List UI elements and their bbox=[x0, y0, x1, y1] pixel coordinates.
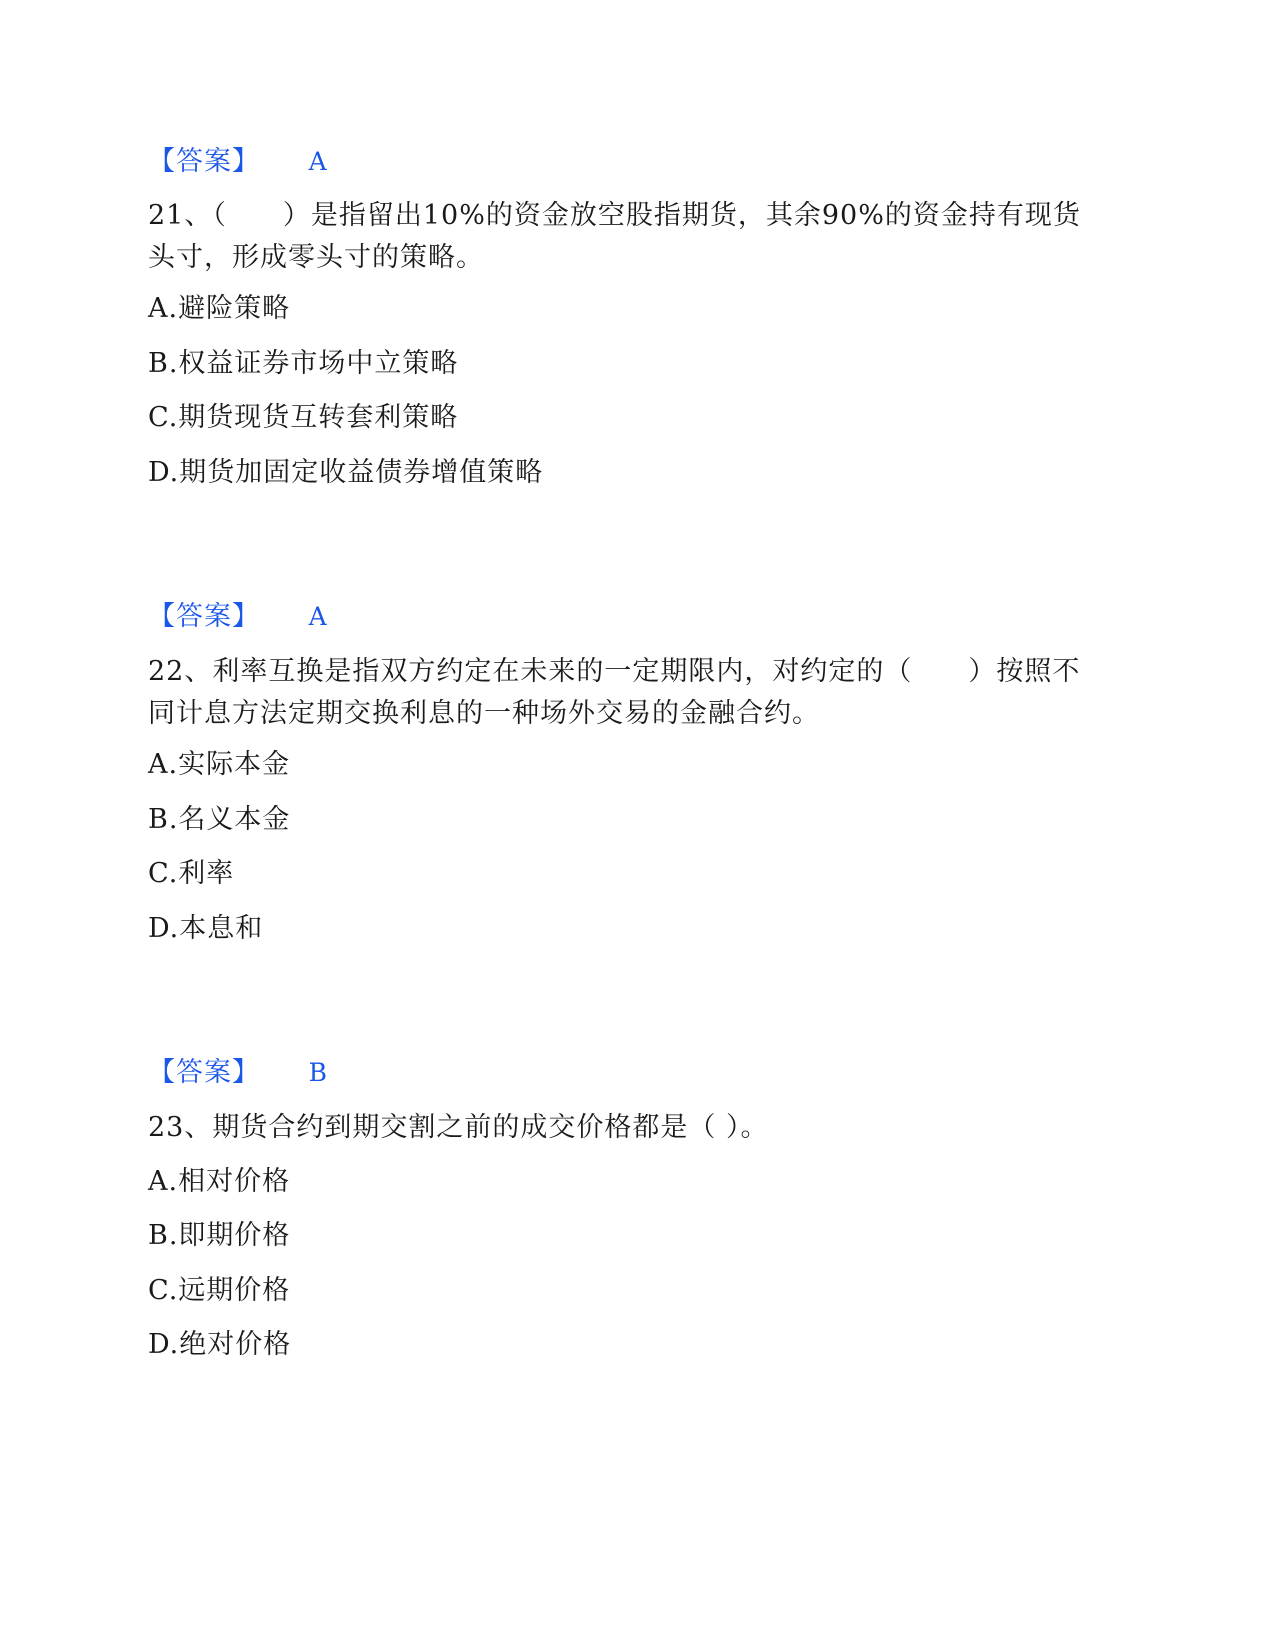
answer-label: 【答案】 bbox=[148, 1057, 260, 1088]
question-23-option-c: C.远期价格 bbox=[148, 1275, 291, 1306]
answer-line bbox=[148, 1053, 327, 1093]
question-21-option-c: C.期货现货互转套利策略 bbox=[148, 402, 459, 433]
question-23-text: 23、期货合约到期交割之前的成交价格都是（ ）。 bbox=[148, 1112, 769, 1143]
question-23-option-b: B.即期价格 bbox=[148, 1220, 291, 1251]
question-23-option-a: A.相对价格 bbox=[148, 1166, 291, 1197]
answer-label: 【答案】 bbox=[148, 146, 260, 177]
question-21-option-d: D.期货加固定收益债券增值策略 bbox=[148, 457, 544, 488]
answer-value: A bbox=[308, 147, 327, 176]
answer-value: B bbox=[308, 1058, 327, 1087]
question-21-option-b: B.权益证券市场中立策略 bbox=[148, 348, 459, 379]
question-22-text: 22、利率互换是指双方约定在未来的一定期限内，对约定的（ ）按照不同计息方法定期交换利息的一种场外交易的金融合约。 bbox=[148, 656, 1081, 729]
question-21-option-a: A.避险策略 bbox=[148, 293, 291, 324]
question-22-option-a: A.实际本金 bbox=[148, 749, 291, 780]
answer-line bbox=[148, 597, 327, 637]
question-23-option-d: D.绝对价格 bbox=[148, 1329, 292, 1360]
answer-line bbox=[148, 142, 327, 182]
question-21-text: 21、（ ）是指留出10%的资金放空股指期货，其余90%的资金持有现货头寸，形成零头寸的策略。 bbox=[148, 200, 1081, 273]
answer-value: A bbox=[308, 602, 327, 631]
answer-label: 【答案】 bbox=[148, 601, 260, 632]
question-22-option-c: C.利率 bbox=[148, 858, 235, 889]
question-22-option-d: D.本息和 bbox=[148, 913, 264, 944]
question-22-option-b: B.名义本金 bbox=[148, 804, 291, 835]
